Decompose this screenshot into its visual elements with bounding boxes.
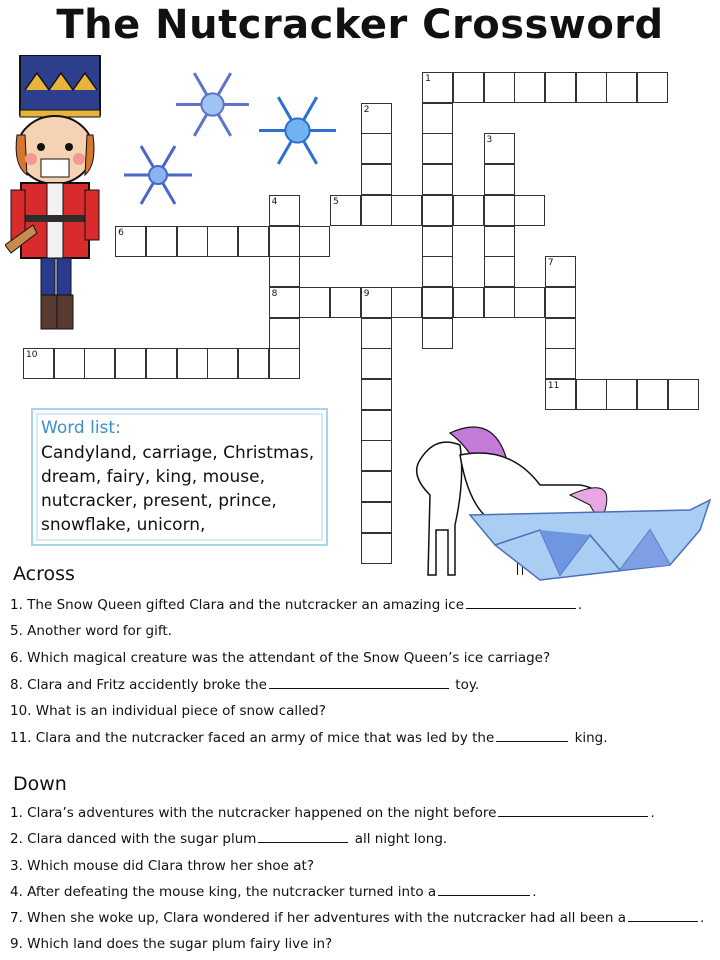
grid-cell[interactable] [361,410,392,441]
page-title: The Nutcracker Crossword [56,2,664,48]
clue-number: 6 [118,227,124,238]
grid-cell[interactable] [361,440,392,471]
word-list-heading: Word list: [41,418,121,438]
across-clue: 10. What is an individual piece of snow called? [10,703,326,719]
grid-cell[interactable] [177,348,208,379]
grid-cell[interactable] [545,348,576,379]
grid-cell[interactable] [361,348,392,379]
clue-number: 9 [363,288,370,299]
down-heading: Down [13,773,67,795]
grid-cell[interactable] [238,348,269,379]
down-clue: 7. When she woke up, Clara wondered if her adventures with the nutcracker had all been a . [10,910,705,926]
grid-cell[interactable] [637,72,668,103]
word-list [31,408,328,546]
grid-cell[interactable] [330,287,361,318]
clue-number: 3 [486,135,493,146]
grid-cell[interactable] [422,133,453,164]
down-clue: 2. Clara danced with the sugar plum all night long. [10,831,448,847]
grid-cell[interactable] [361,103,392,134]
grid-cell[interactable] [453,195,484,226]
grid-cell[interactable] [361,502,392,533]
grid-cell[interactable] [514,195,545,226]
grid-cell[interactable] [514,72,545,103]
across-clue: 11. Clara and the nutcracker faced an army of mice that was led by the king. [10,730,608,746]
grid-cell[interactable] [484,164,515,195]
grid-cell[interactable] [299,287,330,318]
grid-cell[interactable] [23,348,54,379]
grid-cell[interactable] [361,318,392,349]
grid-cell[interactable] [115,348,146,379]
grid-cell[interactable] [422,226,453,257]
down-clue: 1. Clara’s adventures with the nutcracker happened on the night before . [10,805,655,821]
grid-cell[interactable] [545,72,576,103]
grid-cell[interactable] [453,287,484,318]
grid-cell[interactable] [361,133,392,164]
grid-cell[interactable] [361,164,392,195]
grid-cell[interactable] [453,72,484,103]
grid-cell[interactable] [422,164,453,195]
grid-cell[interactable] [207,226,238,257]
grid-cell[interactable] [545,318,576,349]
grid-cell[interactable] [54,348,85,379]
down-clue: 9. Which land does the sugar plum fairy live in? [10,936,333,952]
grid-cell[interactable] [422,287,453,318]
across-clue: 8. Clara and Fritz accidently broke the toy. [10,677,480,693]
grid-cell[interactable] [576,379,607,410]
grid-cell[interactable] [514,287,545,318]
grid-cell[interactable] [422,72,453,103]
grid-cell[interactable] [269,318,300,349]
grid-cell[interactable] [484,256,515,287]
grid-cell[interactable] [484,287,515,318]
grid-cell[interactable] [422,195,453,226]
grid-cell[interactable] [484,226,515,257]
down-clue: 4. After defeating the mouse king, the nutcracker turned into a . [10,884,537,900]
down-clue: 3. Which mouse did Clara throw her shoe at? [10,858,315,874]
grid-cell[interactable] [391,287,422,318]
grid-cell[interactable] [269,256,300,287]
grid-cell[interactable] [606,72,637,103]
grid-cell[interactable] [361,379,392,410]
grid-cell[interactable] [484,72,515,103]
grid-cell[interactable] [146,348,177,379]
grid-cell[interactable] [269,226,300,257]
grid-cell[interactable] [606,379,637,410]
clue-number: 10 [26,350,38,361]
grid-cell[interactable] [484,133,515,164]
grid-cell[interactable] [146,226,177,257]
grid-cell[interactable] [576,72,607,103]
clue-number: 1 [425,74,431,84]
grid-cell[interactable] [330,195,361,226]
clue-number: 5 [333,196,339,207]
grid-cell[interactable] [361,287,392,318]
grid-cell[interactable] [668,379,699,410]
grid-cell[interactable] [361,195,392,226]
grid-cell[interactable] [269,287,300,318]
word-list-words: Candyland, carriage, Christmas, dream, fairy, king, mouse, nutcracker, present, prince, snowflake, unicorn, [41,443,315,535]
grid-cell[interactable] [269,348,300,379]
grid-cell[interactable] [115,226,146,257]
clue-number: 2 [363,104,370,115]
across-clue: 6. Which magical creature was the attendant of the Snow Queen’s ice carriage? [10,650,551,666]
grid-cell[interactable] [361,533,392,564]
grid-cell[interactable] [545,287,576,318]
grid-cell[interactable] [269,195,300,226]
grid-cell[interactable] [637,379,668,410]
across-clue: 1. The Snow Queen gifted Clara and the nutcracker an amazing ice . [10,597,583,613]
clue-number: 11 [547,381,560,391]
grid-cell[interactable] [545,256,576,287]
grid-cell[interactable] [361,471,392,502]
grid-cell[interactable] [422,256,453,287]
across-clue: 5. Another word for gift. [10,623,172,639]
grid-cell[interactable] [391,195,422,226]
across-heading: Across [13,563,75,585]
clue-number: 7 [547,258,554,269]
grid-cell[interactable] [299,226,330,257]
clue-number: 8 [271,288,278,299]
clue-number: 4 [271,196,278,207]
grid-cell[interactable] [238,226,269,257]
grid-cell[interactable] [84,348,115,379]
grid-cell[interactable] [207,348,238,379]
grid-cell[interactable] [484,195,515,226]
grid-cell[interactable] [177,226,208,257]
grid-cell[interactable] [545,379,576,410]
grid-cell[interactable] [422,103,453,134]
grid-cell[interactable] [422,318,453,349]
